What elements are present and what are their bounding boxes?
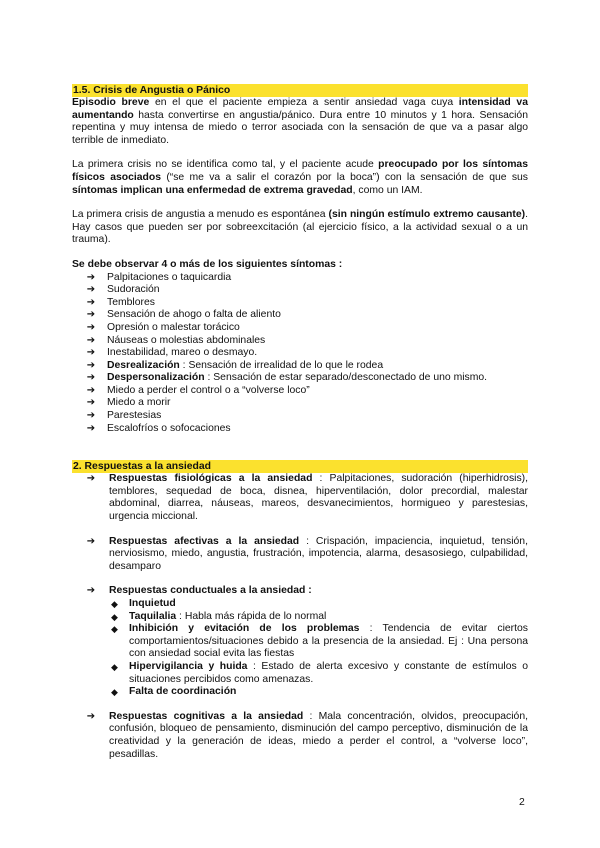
list-item: ➔ Temblores <box>84 297 528 310</box>
arrow-icon: ➔ <box>86 384 96 396</box>
arrow-icon: ➔ <box>86 410 96 422</box>
paragraph-primera-crisis: La primera crisis no se identifica como tal, y el paciente acude preocupado por los síntomas físicos asociados (“se me va a salir el corazón por la boca”) con la sensación de que sus síntomas implican una enfermedad de extrema gravedad, como un IAM. <box>72 159 528 196</box>
list-item: ◆ Inquietud <box>111 598 176 609</box>
list-item: ◆ Taquilalia : Habla más rápida de lo normal <box>111 610 327 622</box>
arrow-icon: ➔ <box>86 296 96 308</box>
arrow-icon: ➔ <box>86 535 96 547</box>
conductuales-list <box>109 598 528 699</box>
symptoms-list <box>84 272 528 436</box>
list-item: ➔ Despersonalización : Sensación de estar separado/desconectado de uno mismo. <box>84 372 528 385</box>
list-item: ➔ Sudoración <box>84 284 528 297</box>
arrow-icon: ➔ <box>86 347 96 359</box>
diamond-bullet-icon: ◆ <box>111 611 118 622</box>
list-item: ➔ Palpitaciones o taquicardia <box>84 272 528 285</box>
section-heading-respuestas: 2. Respuestas a la ansiedad <box>72 460 528 473</box>
diamond-bullet-icon: ◆ <box>111 599 118 609</box>
paragraph-episodio: Episodio breve en el que el paciente empieza a sentir ansiedad vaga cuya intensidad va aumentando hasta convertirse en angustia/pánico. Dura entre 10 minutos y 1 hora. Sensación repentina y muy intensa de miedo o terror asociada con la sensación de que va a pasar algo terrible de inmediato. <box>72 97 528 146</box>
list-item: ◆ Inhibición y evitación de los problemas : Tendencia de evitar ciertos comportamientos/situaciones debido a la presencia de la ansiedad. Ej : Una persona con ansiedad social evita las fiestas <box>111 623 528 660</box>
arrow-icon: ➔ <box>86 585 96 597</box>
symptoms-heading: Se debe observar 4 o más de los siguientes síntomas : <box>72 258 343 270</box>
respuestas-conductuales: ➔ Respuestas conductuales a la ansiedad : <box>72 585 528 598</box>
respuestas-cognitivas: ➔ Respuestas cognitivas a la ansiedad : Mala concentración, olvidos, preocupación, confusión, bloqueo de pensamiento, disminución del campo perceptivo, disminución de la creatividad y la generación de ideas, miedo a perder el control, a “volverse loco”, pesadillas. <box>72 711 528 761</box>
list-item: ➔ Sensación de ahogo o falta de aliento <box>84 309 528 322</box>
diamond-bullet-icon: ◆ <box>111 661 118 672</box>
list-item: ◆ Hipervigilancia y huida : Estado de alerta excesivo y constante de estímulos o situaciones percibidos como amenazas. <box>111 660 528 685</box>
list-item: ➔ Náuseas o molestias abdominales <box>84 335 528 348</box>
arrow-icon: ➔ <box>86 284 96 296</box>
arrow-icon: ➔ <box>86 473 96 485</box>
list-item: ➔ Opresión o malestar torácico <box>84 322 528 335</box>
page-number: 2 <box>519 797 525 808</box>
list-item: ➔ Desrealización : Sensación de irrealidad de lo que le rodea <box>84 360 528 373</box>
respuestas-fisiologicas: ➔ Respuestas fisiológicas a la ansiedad : Palpitaciones, sudoración (hiperhidrosis), temblores, sequedad de boca, disnea, hiperventilación, dolor precordial, malestar abdominal, diarrea, náuseas, mareos, desvanecimientos, hormigueo y parestesias, urgencia miccional. <box>72 473 528 523</box>
list-item: ➔ Escalofríos o sofocaciones <box>84 423 528 436</box>
respuestas-afectivas: ➔ Respuestas afectivas a la ansiedad : Crispación, impaciencia, inquietud, tensión, nerviosismo, miedo, angustia, frustración, impotencia, alarma, desasosiego, culpabilidad, desamparo <box>72 536 528 574</box>
paragraph-espontanea: La primera crisis de angustia a menudo es espontánea (sin ningún estímulo extremo causante). Hay casos que pueden ser por sobreexcitación (al ejercicio físico, a la actividad sexual o a un trauma). <box>72 209 528 246</box>
diamond-bullet-icon: ◆ <box>111 624 118 635</box>
arrow-icon: ➔ <box>86 359 96 371</box>
arrow-icon: ➔ <box>86 372 96 384</box>
list-item: ◆ Falta de coordinación <box>111 686 237 698</box>
section-heading-crisis-angustia: 1.5. Crisis de Angustia o Pánico <box>72 84 528 97</box>
arrow-icon: ➔ <box>86 710 96 722</box>
arrow-icon: ➔ <box>86 334 96 346</box>
list-item: ➔ Miedo a morir <box>84 397 528 410</box>
arrow-icon: ➔ <box>86 309 96 321</box>
list-item: ➔ Parestesias <box>84 410 528 423</box>
arrow-icon: ➔ <box>86 321 96 333</box>
arrow-icon: ➔ <box>86 271 96 283</box>
arrow-icon: ➔ <box>86 422 96 434</box>
list-item: ➔ Inestabilidad, mareo o desmayo. <box>84 347 528 360</box>
document-page <box>72 84 528 761</box>
arrow-icon: ➔ <box>86 397 96 409</box>
list-item: ➔ Miedo a perder el control o a “volverse loco” <box>84 385 528 398</box>
diamond-bullet-icon: ◆ <box>111 687 118 698</box>
